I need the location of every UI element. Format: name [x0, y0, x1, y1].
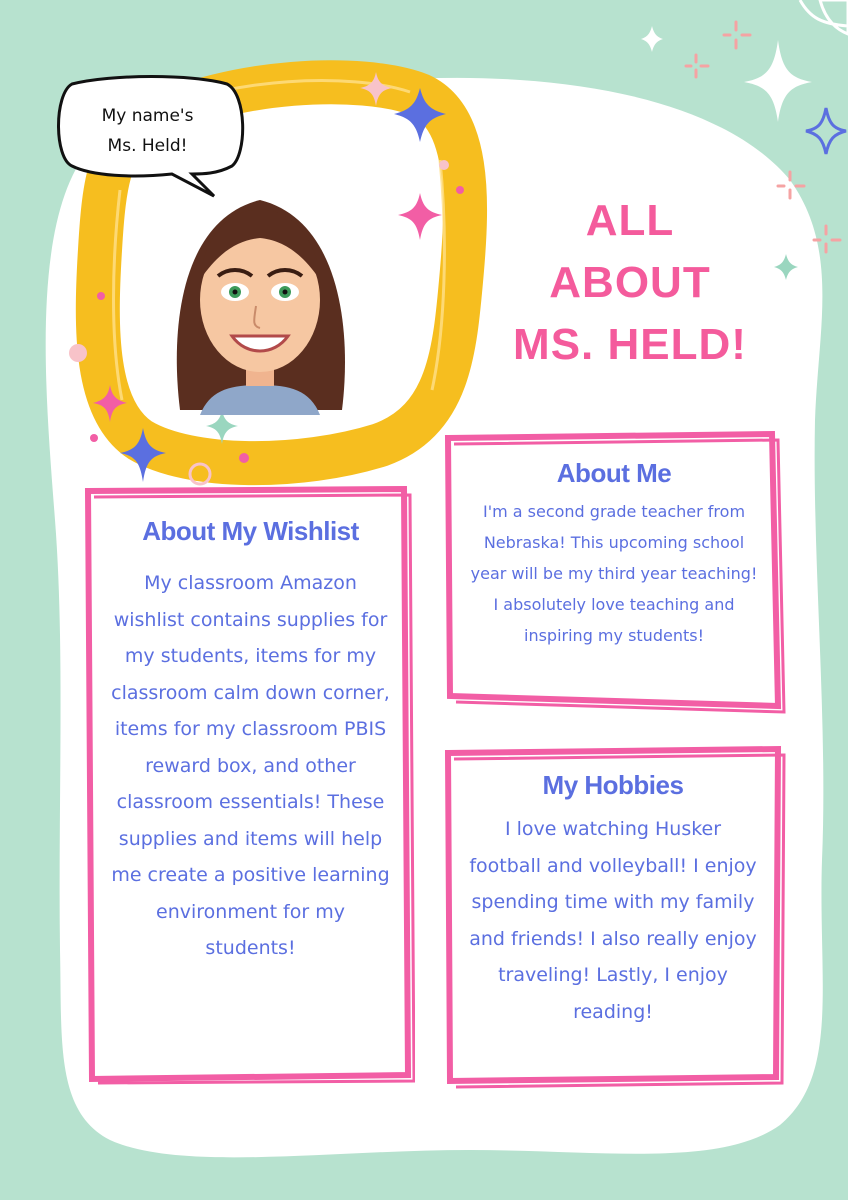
title-line-3: MS. HELD!: [513, 320, 747, 369]
hobbies-body: I love watching Husker football and volleyball! I enjoy spending time with my family and friends! I also really enjoy traveling! Lastly, I enjoy reading!: [469, 818, 757, 1023]
about-me-heading: About Me: [556, 458, 672, 488]
wishlist-heading: About My Wishlist: [142, 516, 359, 546]
speech-bubble-text: [60, 101, 235, 161]
hobbies-card: [438, 745, 788, 1090]
about-me-body: I'm a second grade teacher from Nebraska! This upcoming school year will be my third year teaching! I absolutely love teaching and inspiring my students!: [470, 502, 758, 645]
avatar-icon: [160, 180, 360, 420]
speech-line-1: My name's: [101, 106, 194, 126]
about-me-content: [466, 456, 762, 651]
speech-line-2: Ms. Held!: [107, 136, 188, 156]
hobbies-content: [468, 767, 758, 1030]
title-line-1: ALL: [585, 196, 675, 245]
wishlist-body: My classroom Amazon wishlist contains supplies for my students, items for my classroom calm down corner, items for my classroom PBIS reward box, and other classroom essentials! These supplies and items will help me create a positive learning environment for my students!: [111, 572, 390, 959]
wishlist-card: [80, 485, 415, 1085]
about-me-card: [438, 430, 788, 720]
title-line-2: ABOUT: [549, 258, 711, 307]
wishlist-content: [108, 513, 393, 967]
page-title: [470, 190, 790, 376]
hobbies-heading: My Hobbies: [542, 770, 684, 800]
